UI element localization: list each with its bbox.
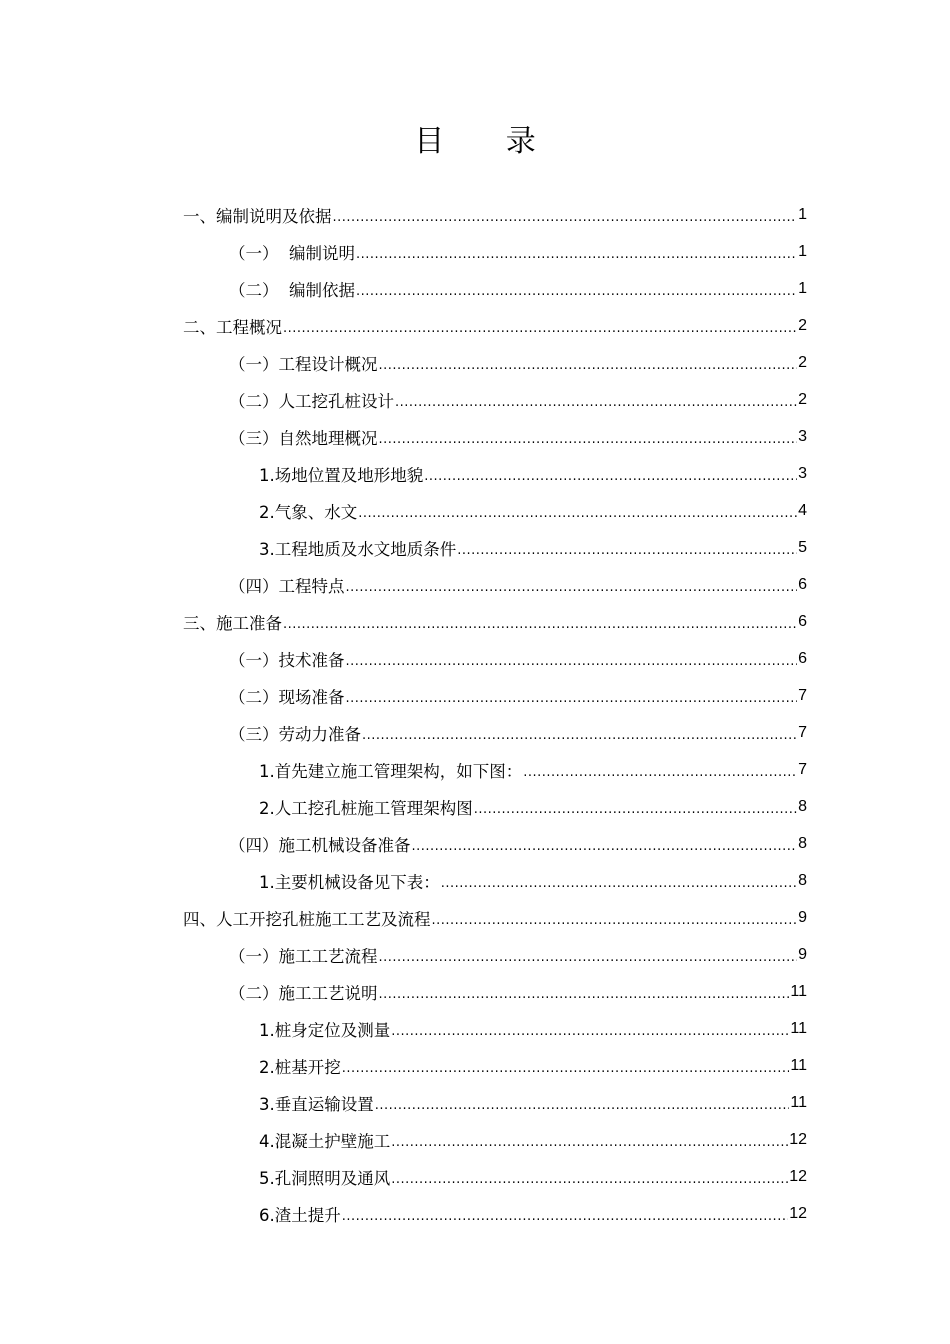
toc-entry-page: 6 — [798, 649, 807, 667]
toc-entry[interactable] — [229, 714, 807, 751]
toc-entry[interactable] — [259, 492, 807, 529]
toc-entry-label: （一）技术准备 — [229, 650, 345, 670]
toc-entry[interactable] — [229, 418, 807, 455]
dot-leader — [356, 279, 797, 299]
toc-entry-page: 6 — [798, 575, 807, 593]
toc-entry[interactable] — [229, 640, 807, 677]
dot-leader — [342, 1204, 788, 1224]
toc-entry-page: 3 — [798, 427, 807, 445]
toc-entry-label: （二）现场准备 — [229, 687, 345, 707]
toc-entry-label: 三、施工准备 — [183, 613, 282, 633]
toc-entry-page: 12 — [789, 1130, 807, 1148]
dot-leader — [283, 316, 797, 336]
toc-entry-page: 2 — [798, 316, 807, 334]
toc-entry[interactable] — [229, 825, 807, 862]
dot-leader — [342, 1056, 790, 1076]
dot-leader — [391, 1167, 788, 1187]
toc-entry-label: 2.人工挖孔桩施工管理架构图 — [259, 798, 473, 818]
dot-leader — [362, 723, 797, 743]
dot-leader — [391, 1019, 789, 1039]
toc-entry-page: 3 — [798, 464, 807, 482]
toc-entry-label: （二）施工工艺说明 — [229, 983, 378, 1003]
dot-leader — [358, 501, 797, 521]
toc-entry[interactable] — [229, 973, 807, 1010]
toc-entry[interactable] — [229, 381, 807, 418]
toc-entry-label: 一、编制说明及依据 — [183, 206, 332, 226]
dot-leader — [379, 427, 798, 447]
toc-entry[interactable] — [229, 566, 807, 603]
toc-entry-label: （四）工程特点 — [229, 576, 345, 596]
toc-entry-page: 1 — [798, 205, 807, 223]
toc-entry-label: 1.主要机械设备见下表： — [259, 872, 440, 892]
toc-entry-label: 1.桩身定位及测量 — [259, 1020, 391, 1040]
dot-leader — [379, 353, 798, 373]
toc-entry-page: 11 — [790, 1093, 807, 1111]
toc-entry-label: （三）劳动力准备 — [229, 724, 361, 744]
dot-leader — [457, 538, 797, 558]
toc-entry-page: 11 — [790, 1056, 807, 1074]
toc-entry-label: 2.桩基开挖 — [259, 1057, 341, 1077]
dot-leader — [523, 760, 797, 780]
toc-entry[interactable] — [229, 233, 807, 270]
toc-entry-label: 5.孔洞照明及通风 — [259, 1168, 391, 1188]
dot-leader — [441, 871, 797, 891]
toc-entry-label: （三）自然地理概况 — [229, 428, 378, 448]
dot-leader — [412, 834, 798, 854]
toc-entry[interactable] — [183, 307, 807, 344]
toc-entry[interactable] — [259, 1121, 807, 1158]
toc-entry-page: 8 — [798, 871, 807, 889]
toc-entry[interactable] — [259, 862, 807, 899]
dot-leader — [346, 575, 798, 595]
toc-entry[interactable] — [259, 751, 807, 788]
toc-entry[interactable] — [259, 1010, 807, 1047]
toc-entry-page: 12 — [789, 1167, 807, 1185]
dot-leader — [375, 1093, 790, 1113]
toc-entry-label: 二、工程概况 — [183, 317, 282, 337]
toc-entry-page: 8 — [798, 797, 807, 815]
dot-leader — [474, 797, 797, 817]
toc-entry-page: 2 — [798, 353, 807, 371]
toc-entry-label: （四）施工机械设备准备 — [229, 835, 411, 855]
toc-entry[interactable] — [229, 270, 807, 307]
dot-leader — [346, 686, 798, 706]
toc-entry-page: 11 — [790, 982, 807, 1000]
toc-entry-page: 1 — [798, 279, 807, 297]
toc-entry-label: （二）人工挖孔桩设计 — [229, 391, 394, 411]
toc-entry-page: 11 — [790, 1019, 807, 1037]
toc-entry-label: 4.混凝土护壁施工 — [259, 1131, 391, 1151]
dot-leader — [283, 612, 797, 632]
toc-entry-page: 7 — [798, 686, 807, 704]
toc-entry-page: 6 — [798, 612, 807, 630]
toc-entry-page: 8 — [798, 834, 807, 852]
toc-entry-page: 5 — [798, 538, 807, 556]
toc-entry-label: （二） 编制依据 — [229, 280, 355, 300]
toc-entry-label: 1.场地位置及地形地貌 — [259, 465, 424, 485]
toc-entry-label: 1.首先建立施工管理架构，如下图： — [259, 761, 523, 781]
toc-entry[interactable] — [229, 677, 807, 714]
toc-entry[interactable] — [229, 344, 807, 381]
toc-entry[interactable] — [229, 936, 807, 973]
toc-entry-label: （一） 编制说明 — [229, 243, 355, 263]
toc-entry[interactable] — [259, 1084, 807, 1121]
toc-entry[interactable] — [183, 603, 807, 640]
toc-entry-label: 3.垂直运输设置 — [259, 1094, 374, 1114]
toc-entry-page: 2 — [798, 390, 807, 408]
toc-entry[interactable] — [259, 1158, 807, 1195]
dot-leader — [432, 908, 798, 928]
toc-entry-page: 4 — [798, 501, 807, 519]
toc-entry-page: 9 — [798, 908, 807, 926]
toc-entry-label: 四、人工开挖孔桩施工工艺及流程 — [183, 909, 431, 929]
toc-entry[interactable] — [259, 1195, 807, 1232]
dot-leader — [395, 390, 797, 410]
toc-entry-page: 1 — [798, 242, 807, 260]
toc-entry-page: 9 — [798, 945, 807, 963]
toc-entry-label: （一）工程设计概况 — [229, 354, 378, 374]
toc-entry[interactable] — [183, 196, 807, 233]
toc-title: 目 录 — [414, 124, 562, 159]
dot-leader — [391, 1130, 788, 1150]
toc-entry-page: 7 — [798, 760, 807, 778]
toc-entry-label: （一）施工工艺流程 — [229, 946, 378, 966]
toc-entry-label: 2.气象、水文 — [259, 502, 358, 522]
dot-leader — [379, 945, 798, 965]
dot-leader — [379, 982, 790, 1002]
toc-entry-page: 7 — [798, 723, 807, 741]
toc-entry-page: 12 — [789, 1204, 807, 1222]
toc-entry[interactable] — [259, 788, 807, 825]
dot-leader — [424, 464, 797, 484]
toc-entry-label: 6.渣土提升 — [259, 1205, 341, 1225]
dot-leader — [333, 205, 798, 225]
toc-entry[interactable] — [259, 1047, 807, 1084]
toc-entry-label: 3.工程地质及水文地质条件 — [259, 539, 457, 559]
toc-entry[interactable] — [259, 455, 807, 492]
dot-leader — [356, 242, 797, 262]
toc-entry[interactable] — [259, 529, 807, 566]
dot-leader — [346, 649, 798, 669]
toc-entry[interactable] — [183, 899, 807, 936]
